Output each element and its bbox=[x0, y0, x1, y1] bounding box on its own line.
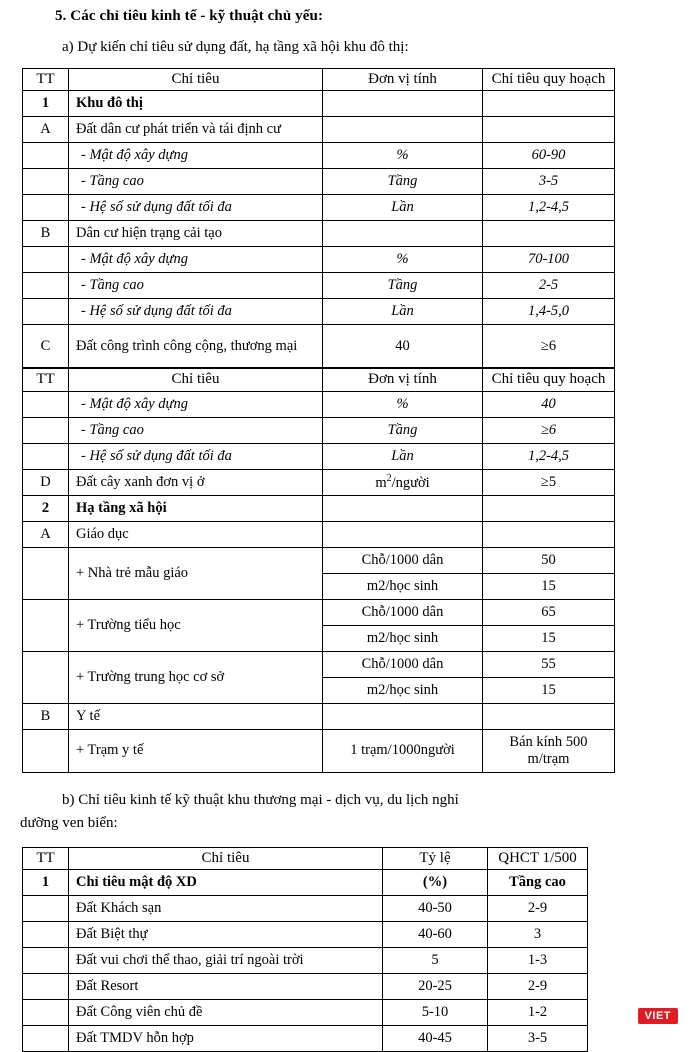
cell-indicator-name: Y tế bbox=[69, 703, 323, 729]
cell-rate: 40-50 bbox=[383, 896, 488, 922]
cell-tt bbox=[23, 599, 69, 651]
cell-value: Bán kính 500 m/trạm bbox=[483, 729, 615, 772]
cell-indicator-name: Đất Khách sạn bbox=[69, 896, 383, 922]
cell-tt bbox=[23, 417, 69, 443]
table-header-cell: TT bbox=[23, 848, 69, 870]
cell-indicator-name: - Hệ số sử dụng đất tối đa bbox=[69, 299, 323, 325]
cell-unit: $m^2$/người bbox=[323, 469, 483, 495]
table-row bbox=[23, 703, 615, 729]
table-row bbox=[23, 221, 615, 247]
table-row bbox=[23, 247, 615, 273]
cell-value: 70-100 bbox=[483, 247, 615, 273]
table-header-cell: Chỉ tiêu quy hoạch bbox=[483, 369, 615, 391]
cell-unit: 40 bbox=[323, 325, 483, 368]
table-row bbox=[23, 91, 615, 117]
cell-tt bbox=[23, 948, 69, 974]
cell-indicator-name: Đất Biệt thự bbox=[69, 922, 383, 948]
table-row bbox=[23, 195, 615, 221]
table-row bbox=[23, 273, 615, 299]
cell-indicator-name: Đất dân cư phát triển và tái định cư bbox=[69, 117, 323, 143]
cell-indicator-name: Khu đô thị bbox=[69, 91, 323, 117]
table-row bbox=[23, 117, 615, 143]
document-page bbox=[0, 8, 692, 1047]
cell-unit: Chỗ/1000 dân bbox=[323, 599, 483, 625]
section-heading: 5. Các chỉ tiêu kinh tế - kỹ thuật chủ yếu: bbox=[55, 8, 324, 24]
cell-indicator-name: - Tầng cao bbox=[69, 169, 323, 195]
table-row bbox=[23, 169, 615, 195]
watermark-badge: VIET bbox=[638, 1008, 678, 1024]
cell-unit: Lần bbox=[323, 443, 483, 469]
cell-indicator-name: - Hệ số sử dụng đất tối đa bbox=[69, 443, 323, 469]
cell-value: 40 bbox=[483, 391, 615, 417]
cell-tt bbox=[23, 922, 69, 948]
cell-value: 15 bbox=[483, 573, 615, 599]
cell-qhct: 3 bbox=[488, 922, 588, 948]
cell-tt bbox=[23, 729, 69, 772]
cell-unit: Tầng bbox=[323, 417, 483, 443]
cell-qhct: Tầng cao bbox=[488, 870, 588, 896]
cell-value: ≥6 bbox=[483, 325, 615, 368]
cell-indicator-name: Giáo dục bbox=[69, 521, 323, 547]
cell-unit: Tầng bbox=[323, 273, 483, 299]
cell-value: 50 bbox=[483, 547, 615, 573]
cell-tt bbox=[23, 974, 69, 1000]
cell-unit bbox=[323, 703, 483, 729]
table-header-cell: TT bbox=[23, 369, 69, 391]
cell-value: 1,2-4,5 bbox=[483, 443, 615, 469]
cell-unit: Lần bbox=[323, 195, 483, 221]
table-row bbox=[23, 299, 615, 325]
cell-indicator-name: - Mật độ xây dựng bbox=[69, 247, 323, 273]
cell-qhct: 3-5 bbox=[488, 1026, 588, 1052]
cell-unit: Chỗ/1000 dân bbox=[323, 547, 483, 573]
cell-unit bbox=[323, 117, 483, 143]
table-row bbox=[23, 325, 615, 368]
table-row bbox=[23, 922, 588, 948]
cell-indicator-name: - Tầng cao bbox=[69, 273, 323, 299]
cell-unit: Tầng bbox=[323, 169, 483, 195]
cell-tt bbox=[23, 547, 69, 599]
cell-qhct: 2-9 bbox=[488, 896, 588, 922]
cell-value bbox=[483, 521, 615, 547]
cell-indicator-name: Đất Công viên chủ đề bbox=[69, 1000, 383, 1026]
table-row bbox=[23, 948, 588, 974]
cell-value: 15 bbox=[483, 625, 615, 651]
table-header-cell: Chỉ tiêu bbox=[69, 69, 323, 91]
cell-indicator-name: + Trường tiểu học bbox=[69, 599, 323, 651]
table-row bbox=[23, 870, 588, 896]
table-header-cell: Đơn vị tính bbox=[323, 369, 483, 391]
cell-tt bbox=[23, 195, 69, 221]
cell-tt bbox=[23, 299, 69, 325]
cell-value bbox=[483, 221, 615, 247]
cell-rate: 5 bbox=[383, 948, 488, 974]
paragraph-b-line2: dưỡng ven biển: bbox=[20, 814, 118, 831]
table-row bbox=[23, 469, 615, 495]
table-commercial-tourism-indicators bbox=[22, 847, 588, 1052]
cell-value: 15 bbox=[483, 677, 615, 703]
cell-rate: 40-60 bbox=[383, 922, 488, 948]
cell-indicator-name: - Tầng cao bbox=[69, 417, 323, 443]
table-header-cell: Đơn vị tính bbox=[323, 69, 483, 91]
table-row bbox=[23, 495, 615, 521]
cell-indicator-name: Đất vui chơi thể thao, giải trí ngoài trời bbox=[69, 948, 383, 974]
cell-tt: 1 bbox=[23, 91, 69, 117]
cell-unit bbox=[323, 521, 483, 547]
table-header-cell: Chỉ tiêu quy hoạch bbox=[483, 69, 615, 91]
cell-rate: 20-25 bbox=[383, 974, 488, 1000]
cell-indicator-name: Chỉ tiêu mật độ XD bbox=[69, 870, 383, 896]
cell-value: ≥6 bbox=[483, 417, 615, 443]
cell-qhct: 1-2 bbox=[488, 1000, 588, 1026]
cell-unit bbox=[323, 91, 483, 117]
paragraph-a: a) Dự kiến chỉ tiêu sử dụng đất, hạ tầng xã hội khu đô thị: bbox=[62, 39, 409, 55]
cell-unit: % bbox=[323, 391, 483, 417]
cell-indicator-name: Hạ tầng xã hội bbox=[69, 495, 323, 521]
cell-tt bbox=[23, 443, 69, 469]
cell-value: ≥5 bbox=[483, 469, 615, 495]
table-land-use-indicators bbox=[22, 68, 615, 368]
cell-indicator-name: - Mật độ xây dựng bbox=[69, 391, 323, 417]
cell-indicator-name: - Hệ số sử dụng đất tối đa bbox=[69, 195, 323, 221]
cell-indicator-name: Đất cây xanh đơn vị ở bbox=[69, 469, 323, 495]
table-header-cell: Tỷ lệ bbox=[383, 848, 488, 870]
cell-value bbox=[483, 495, 615, 521]
cell-value bbox=[483, 91, 615, 117]
cell-tt: B bbox=[23, 221, 69, 247]
cell-tt bbox=[23, 1000, 69, 1026]
cell-indicator-name: Đất Resort bbox=[69, 974, 383, 1000]
cell-qhct: 2-9 bbox=[488, 974, 588, 1000]
cell-indicator-name: Dân cư hiện trạng cải tạo bbox=[69, 221, 323, 247]
cell-tt: 1 bbox=[23, 870, 69, 896]
table-header-row bbox=[23, 69, 615, 91]
cell-unit: % bbox=[323, 143, 483, 169]
cell-unit: m2/học sinh bbox=[323, 573, 483, 599]
cell-indicator-name: + Nhà trẻ mẫu giáo bbox=[69, 547, 323, 599]
table-row bbox=[23, 599, 615, 625]
table-header-cell: QHCT 1/500 bbox=[488, 848, 588, 870]
table-header-cell: Chỉ tiêu bbox=[69, 369, 323, 391]
cell-value: 1,2-4,5 bbox=[483, 195, 615, 221]
cell-value bbox=[483, 117, 615, 143]
table-row bbox=[23, 391, 615, 417]
cell-tt: B bbox=[23, 703, 69, 729]
cell-tt bbox=[23, 1026, 69, 1052]
cell-unit bbox=[323, 221, 483, 247]
cell-qhct: 1-3 bbox=[488, 948, 588, 974]
cell-rate: 5-10 bbox=[383, 1000, 488, 1026]
cell-unit: Chỗ/1000 dân bbox=[323, 651, 483, 677]
table-row bbox=[23, 1000, 588, 1026]
cell-unit: 1 trạm/1000người bbox=[323, 729, 483, 772]
cell-tt bbox=[23, 143, 69, 169]
cell-unit: % bbox=[323, 247, 483, 273]
cell-tt: 2 bbox=[23, 495, 69, 521]
cell-tt bbox=[23, 273, 69, 299]
cell-unit: m2/học sinh bbox=[323, 677, 483, 703]
cell-value: 2-5 bbox=[483, 273, 615, 299]
table-header-row bbox=[23, 369, 615, 391]
cell-tt bbox=[23, 169, 69, 195]
table-row bbox=[23, 417, 615, 443]
table-row bbox=[23, 896, 588, 922]
table-header-cell: Chỉ tiêu bbox=[69, 848, 383, 870]
cell-value bbox=[483, 703, 615, 729]
table-row bbox=[23, 143, 615, 169]
cell-indicator-name: + Trạm y tế bbox=[69, 729, 323, 772]
table-row bbox=[23, 547, 615, 573]
table-row bbox=[23, 974, 588, 1000]
cell-tt bbox=[23, 247, 69, 273]
cell-tt bbox=[23, 896, 69, 922]
cell-tt: D bbox=[23, 469, 69, 495]
cell-tt: A bbox=[23, 521, 69, 547]
table-row bbox=[23, 729, 615, 772]
table-header-cell: TT bbox=[23, 69, 69, 91]
cell-value: 65 bbox=[483, 599, 615, 625]
cell-indicator-name: Đất TMDV hỗn hợp bbox=[69, 1026, 383, 1052]
table-row bbox=[23, 521, 615, 547]
cell-value: 60-90 bbox=[483, 143, 615, 169]
paragraph-b-line1: b) Chỉ tiêu kinh tế kỹ thuật khu thương mại - dịch vụ, du lịch nghỉ bbox=[62, 791, 459, 808]
cell-tt: C bbox=[23, 325, 69, 368]
table-social-infrastructure bbox=[22, 368, 615, 772]
table-row bbox=[23, 1026, 588, 1052]
table-header-row bbox=[23, 848, 588, 870]
cell-unit bbox=[323, 495, 483, 521]
cell-unit: m2/học sinh bbox=[323, 625, 483, 651]
table-row bbox=[23, 651, 615, 677]
cell-indicator-name: + Trường trung học cơ sở bbox=[69, 651, 323, 703]
paragraph-b bbox=[0, 789, 692, 836]
cell-tt bbox=[23, 391, 69, 417]
cell-value: 3-5 bbox=[483, 169, 615, 195]
cell-rate: (%) bbox=[383, 870, 488, 896]
cell-indicator-name: Đất công trình công cộng, thương mại bbox=[69, 325, 323, 368]
cell-tt: A bbox=[23, 117, 69, 143]
cell-value: 55 bbox=[483, 651, 615, 677]
cell-rate: 40-45 bbox=[383, 1026, 488, 1052]
cell-value: 1,4-5,0 bbox=[483, 299, 615, 325]
cell-indicator-name: - Mật độ xây dựng bbox=[69, 143, 323, 169]
cell-tt bbox=[23, 651, 69, 703]
table-row bbox=[23, 443, 615, 469]
cell-unit: Lần bbox=[323, 299, 483, 325]
